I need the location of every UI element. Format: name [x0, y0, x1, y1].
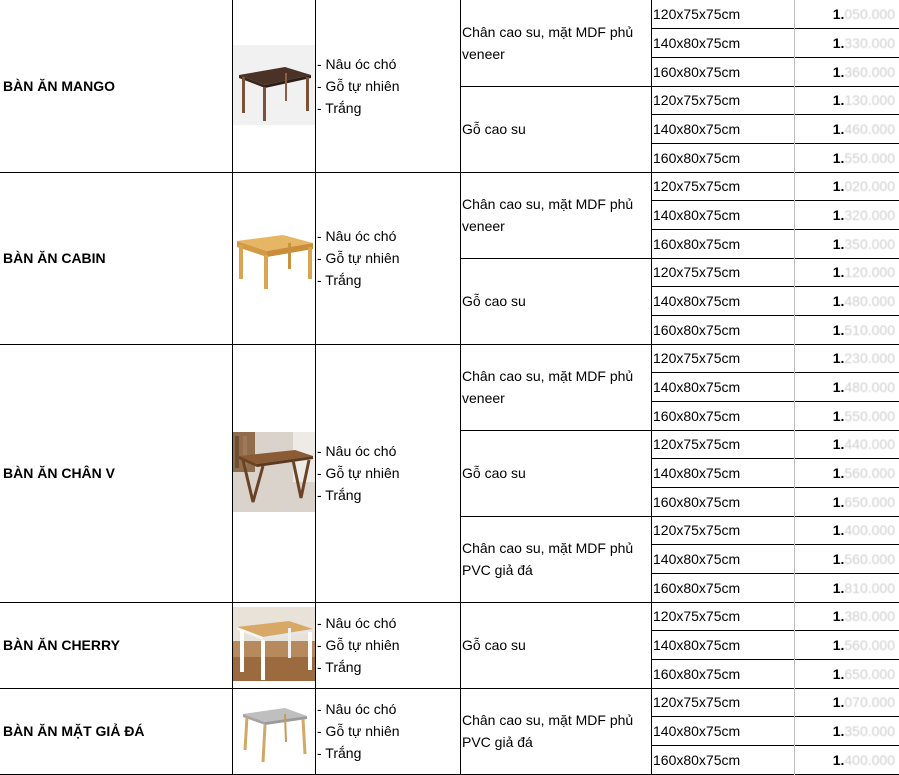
price-cell — [794, 458, 899, 487]
size-cell: 140x80x75cm — [653, 636, 741, 653]
price-lead: 1. — [832, 464, 845, 481]
dining-table-walnut-icon — [233, 45, 315, 128]
price-rest: 050.000 — [844, 6, 895, 22]
price-cell — [794, 229, 899, 258]
material-cell: Gỗ cao su — [462, 465, 526, 481]
price-rest: 020.000 — [844, 178, 895, 194]
price-rest: 400.000 — [844, 751, 895, 768]
price-lead: 1. — [832, 206, 845, 223]
grid-line — [315, 0, 316, 775]
price-lead: 1. — [832, 378, 845, 395]
dining-table-v-leg-icon — [233, 432, 315, 515]
price-rest: 650.000 — [844, 493, 895, 510]
color-option: - Trắng — [317, 272, 362, 288]
price-lead: 1. — [832, 579, 845, 596]
size-cell: 140x80x75cm — [653, 120, 741, 137]
price-cell — [794, 430, 899, 458]
price-cell — [794, 716, 899, 745]
size-cell: 120x75x75cm — [653, 92, 741, 108]
material-cell: Chân cao su, mặt MDF phủ veneer — [462, 368, 634, 406]
price-rest: 350.000 — [844, 722, 895, 739]
color-options — [315, 0, 460, 172]
price-rest: 130.000 — [844, 92, 895, 108]
color-option: - Nâu óc chó — [317, 615, 397, 631]
size-cell: 120x75x75cm — [653, 6, 741, 22]
price-cell — [794, 315, 899, 344]
price-rest: 380.000 — [844, 608, 895, 624]
size-cell: 160x80x75cm — [653, 665, 741, 682]
product-image — [232, 0, 315, 172]
price-rest: 320.000 — [844, 206, 895, 223]
price-cell — [794, 344, 899, 372]
price-cell — [794, 688, 899, 716]
price-cell — [794, 401, 899, 430]
product-image — [232, 688, 315, 774]
price-lead: 1. — [832, 436, 845, 452]
dining-table-stone-top-icon — [233, 690, 315, 773]
size-cell: 120x75x75cm — [653, 522, 741, 538]
color-option: - Trắng — [317, 100, 362, 116]
price-cell — [794, 487, 899, 516]
material-cell: Chân cao su, mặt MDF phủ PVC giả đá — [462, 540, 634, 578]
size-cell: 120x75x75cm — [653, 436, 741, 452]
price-rest: 560.000 — [844, 550, 895, 567]
price-rest: 810.000 — [844, 579, 895, 596]
price-lead: 1. — [832, 665, 845, 682]
price-lead: 1. — [832, 350, 845, 366]
price-cell — [794, 630, 899, 659]
price-lead: 1. — [832, 264, 845, 280]
price-rest: 480.000 — [844, 378, 895, 395]
size-cell: 160x80x75cm — [653, 579, 741, 596]
price-lead: 1. — [832, 149, 845, 166]
price-lead: 1. — [832, 522, 845, 538]
color-option: - Nâu óc chó — [317, 56, 397, 72]
product-name: BÀN ĂN CABIN — [3, 250, 106, 266]
price-lead: 1. — [832, 63, 845, 80]
price-lead: 1. — [832, 178, 845, 194]
price-rest: 550.000 — [844, 149, 895, 166]
price-lead: 1. — [832, 6, 845, 22]
material-cell: Gỗ cao su — [462, 637, 526, 653]
price-rest: 560.000 — [844, 636, 895, 653]
color-option: - Gỗ tự nhiên — [317, 250, 400, 266]
color-option: - Trắng — [317, 487, 362, 503]
product-name: BÀN ĂN MANGO — [3, 78, 115, 94]
color-option: - Gỗ tự nhiên — [317, 637, 400, 653]
price-lead: 1. — [832, 92, 845, 108]
price-rest: 120.000 — [844, 264, 895, 280]
color-option: - Gỗ tự nhiên — [317, 465, 400, 481]
price-cell — [794, 258, 899, 286]
product-name: BÀN ĂN CHÂN V — [3, 465, 115, 481]
price-lead: 1. — [832, 722, 845, 739]
price-rest: 070.000 — [844, 694, 895, 710]
price-rest: 440.000 — [844, 436, 895, 452]
price-lead: 1. — [832, 608, 845, 624]
price-cell — [794, 602, 899, 630]
price-rest: 400.000 — [844, 522, 895, 538]
price-lead: 1. — [832, 120, 845, 137]
size-cell: 120x75x75cm — [653, 608, 741, 624]
price-cell — [794, 544, 899, 573]
price-cell — [794, 57, 899, 86]
size-cell: 140x80x75cm — [653, 464, 741, 481]
price-cell — [794, 659, 899, 688]
product-image — [232, 172, 315, 344]
product-image — [232, 344, 315, 602]
size-cell: 160x80x75cm — [653, 321, 741, 338]
price-lead: 1. — [832, 493, 845, 510]
price-cell — [794, 86, 899, 114]
grid-line — [651, 0, 652, 775]
price-cell — [794, 573, 899, 602]
color-option: - Nâu óc chó — [317, 443, 397, 459]
size-cell: 120x75x75cm — [653, 350, 741, 366]
product-name: BÀN ĂN CHERRY — [3, 637, 120, 653]
price-rest: 230.000 — [844, 350, 895, 366]
price-rest: 460.000 — [844, 120, 895, 137]
color-options — [315, 602, 460, 688]
size-cell: 140x80x75cm — [653, 292, 741, 309]
price-cell — [794, 286, 899, 315]
size-cell: 160x80x75cm — [653, 235, 741, 252]
price-rest: 650.000 — [844, 665, 895, 682]
price-cell — [794, 372, 899, 401]
size-cell: 160x80x75cm — [653, 149, 741, 166]
size-cell: 120x75x75cm — [653, 694, 741, 710]
price-cell — [794, 114, 899, 143]
price-lead: 1. — [832, 550, 845, 567]
price-lead: 1. — [832, 751, 845, 768]
size-cell: 160x80x75cm — [653, 63, 741, 80]
price-cell — [794, 200, 899, 229]
dining-table-white-leg-icon — [233, 607, 315, 684]
color-option: - Trắng — [317, 659, 362, 675]
material-cell: Gỗ cao su — [462, 293, 526, 309]
grid-line — [460, 0, 461, 775]
size-cell: 140x80x75cm — [653, 722, 741, 739]
price-cell — [794, 172, 899, 200]
price-lead: 1. — [832, 694, 845, 710]
size-cell: 160x80x75cm — [653, 493, 741, 510]
size-cell: 140x80x75cm — [653, 550, 741, 567]
price-cell — [794, 745, 899, 774]
size-cell: 160x80x75cm — [653, 751, 741, 768]
price-cell — [794, 28, 899, 57]
price-lead: 1. — [832, 235, 845, 252]
price-lead: 1. — [832, 636, 845, 653]
material-cell: Chân cao su, mặt MDF phủ PVC giả đá — [462, 712, 634, 750]
price-rest: 510.000 — [844, 321, 895, 338]
grid-line — [794, 0, 795, 775]
price-cell — [794, 516, 899, 544]
price-lead: 1. — [832, 407, 845, 424]
color-options — [315, 688, 460, 774]
price-rest: 350.000 — [844, 235, 895, 252]
product-name: BÀN ĂN MẶT GIẢ ĐÁ — [3, 723, 145, 739]
size-cell: 140x80x75cm — [653, 378, 741, 395]
color-options — [315, 172, 460, 344]
color-option: - Nâu óc chó — [317, 228, 397, 244]
material-cell: Chân cao su, mặt MDF phủ veneer — [462, 196, 634, 234]
price-rest: 360.000 — [844, 63, 895, 80]
color-option: - Trắng — [317, 745, 362, 761]
price-cell — [794, 143, 899, 172]
material-cell: Gỗ cao su — [462, 121, 526, 137]
price-lead: 1. — [832, 34, 845, 51]
price-rest: 330.000 — [844, 34, 895, 51]
dining-table-natural-wood-icon — [233, 217, 315, 300]
price-rest: 550.000 — [844, 407, 895, 424]
size-cell: 120x75x75cm — [653, 178, 741, 194]
price-lead: 1. — [832, 321, 845, 338]
material-cell: Chân cao su, mặt MDF phủ veneer — [462, 24, 634, 62]
price-rest: 560.000 — [844, 464, 895, 481]
price-lead: 1. — [832, 292, 845, 309]
color-option: - Gỗ tự nhiên — [317, 723, 400, 739]
size-cell: 120x75x75cm — [653, 264, 741, 280]
price-rest: 480.000 — [844, 292, 895, 309]
color-option: - Gỗ tự nhiên — [317, 78, 400, 94]
grid-line — [232, 0, 233, 775]
size-cell: 140x80x75cm — [653, 206, 741, 223]
color-option: - Nâu óc chó — [317, 701, 397, 717]
price-cell — [794, 0, 899, 28]
product-image — [232, 602, 315, 688]
size-cell: 140x80x75cm — [653, 34, 741, 51]
size-cell: 160x80x75cm — [653, 407, 741, 424]
color-options — [315, 344, 460, 602]
